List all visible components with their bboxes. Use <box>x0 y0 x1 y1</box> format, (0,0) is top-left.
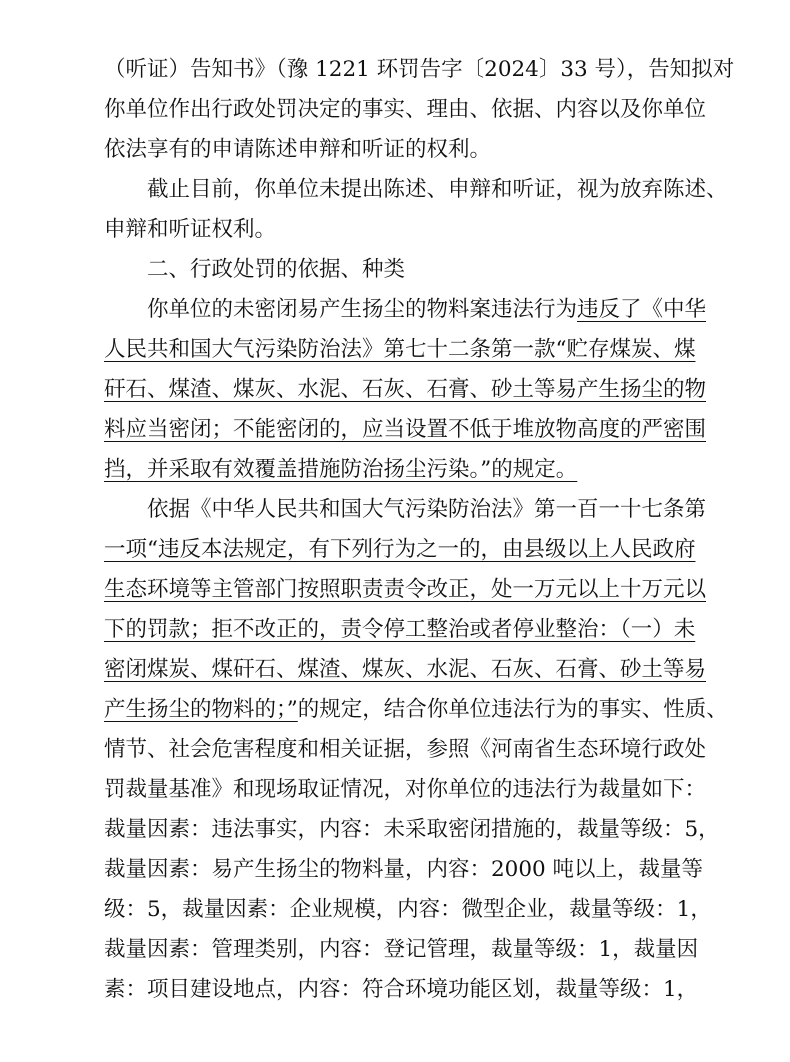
text-line <box>104 330 696 370</box>
text-line <box>104 530 696 570</box>
underlined-quote: 下的罚款；拒不改正的，责令停工整治或者停业整治：（一）未 <box>104 617 696 642</box>
underlined-quote: 违反了《中华 <box>577 297 707 322</box>
underlined-quote: 生态环境等主管部门按照职责责令改正，处一万元以上十万元以 <box>104 577 707 602</box>
text-line: 依据《中华人民共和国大气污染防治法》第一百一十七条第 <box>147 497 707 522</box>
text-line: （听证）告知书》（豫 1221 环罚告字〔2024〕33 号），告知拟对 <box>104 57 735 82</box>
text-line <box>104 370 707 410</box>
text-line: 你单位作出行政处罚决定的事实、理由、依据、内容以及你单位 <box>104 97 707 122</box>
text-line: 裁量因素：易产生扬尘的物料量，内容：2000 吨以上，裁量等 <box>104 857 704 882</box>
text-line <box>104 570 707 610</box>
underlined-quote: 矸石、煤渣、煤灰、水泥、石灰、石膏、砂土等易产生扬尘的物 <box>104 377 707 402</box>
underlined-quote: 一项“违反本法规定，有下列行为之一的，由县级以上人民政府 <box>104 537 696 562</box>
section-heading: 二、行政处罚的依据、种类 <box>147 257 406 282</box>
underlined-quote: 人民共和国大气污染防治法》第七十二条第一款“贮存煤炭、煤 <box>104 337 696 362</box>
text-line: 级：5，裁量因素：企业规模，内容：微型企业，裁量等级：1， <box>104 897 712 922</box>
underlined-quote: 挡，并采取有效覆盖措施防治扬尘污染。”的规定。 <box>104 457 578 482</box>
text-line: 素：项目建设地点，内容：符合环境功能区划，裁量等级：1， <box>104 977 699 1002</box>
text-line <box>104 650 707 690</box>
text-segment: 的规定，结合你单位违法行为的事实、性质、 <box>297 697 728 722</box>
underlined-quote: 密闭煤炭、煤矸石、煤渣、煤灰、水泥、石灰、石膏、砂土等易 <box>104 657 707 682</box>
text-line <box>104 450 692 490</box>
text-line: 截止目前，你单位未提出陈述、申辩和听证，视为放弃陈述、 <box>147 177 728 202</box>
text-line: 申辩和听证权利。 <box>104 217 277 242</box>
underlined-quote: 料应当密闭；不能密闭的，应当设置不低于堆放物高度的严密围 <box>104 417 707 442</box>
text-line: 裁量因素：违法事实，内容：未采取密闭措施的，裁量等级：5， <box>104 817 720 842</box>
text-segment: 你单位的未密闭易产生扬尘的物料案违法行为 <box>147 297 578 322</box>
text-line <box>104 610 696 650</box>
text-line: 依法享有的申请陈述申辩和听证的权利。 <box>104 137 492 162</box>
text-line <box>104 410 707 450</box>
text-line: 罚裁量基准》和现场取证情况，对你单位的违法行为裁量如下： <box>104 777 707 802</box>
text-line: 裁量因素：管理类别，内容：登记管理，裁量等级：1，裁量因 <box>104 937 699 962</box>
text-line: 情节、社会危害程度和相关证据，参照《河南省生态环境行政处 <box>104 737 707 762</box>
text-line <box>104 690 728 730</box>
text-line <box>147 290 707 330</box>
underlined-quote: 产生扬尘的物料的；” <box>104 697 298 722</box>
